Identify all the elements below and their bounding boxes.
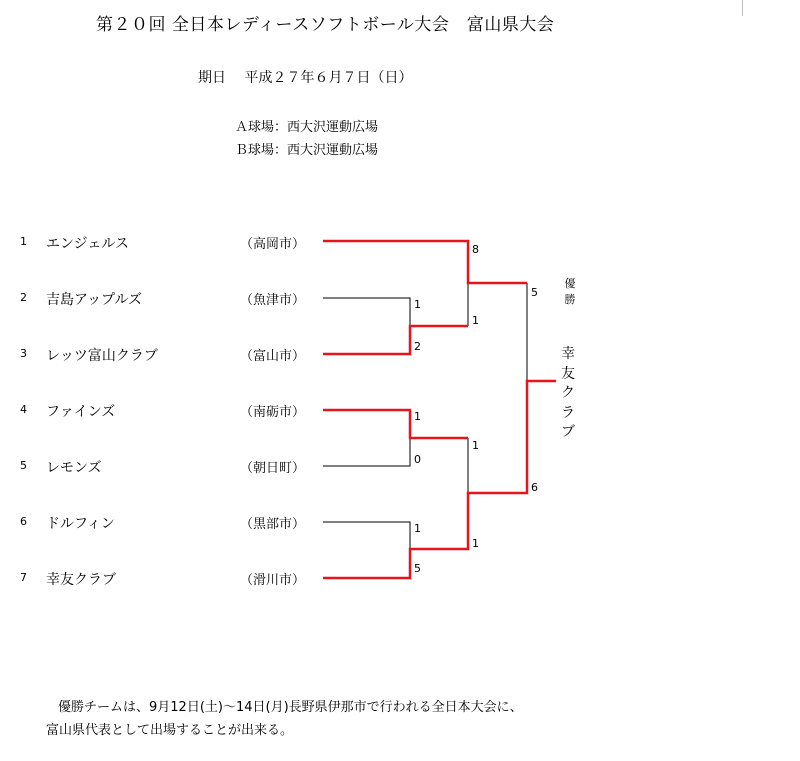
- loser-lines: [323, 283, 527, 549]
- footnote-line: 富山県代表として出場することが出来る。: [46, 723, 294, 738]
- bracket-line-team3: [323, 326, 468, 354]
- team-city: （富山市）: [240, 349, 306, 364]
- team-city: （南砺市）: [240, 405, 306, 420]
- team-city: （黒部市）: [240, 517, 306, 532]
- score: 1: [472, 314, 479, 327]
- score: 6: [531, 481, 538, 494]
- bracket-line-team1: [323, 241, 527, 283]
- champion-label: 優勝: [564, 277, 576, 306]
- score: 1: [414, 522, 421, 535]
- team-city: （滑川市）: [240, 573, 306, 588]
- bracket-line-team6: [323, 522, 410, 549]
- venue-b: Ｂ球場：西大沢運動広場: [235, 143, 379, 158]
- team-city: （高岡市）: [240, 237, 306, 252]
- team-city: （朝日町）: [240, 461, 306, 476]
- score: 1: [414, 410, 421, 423]
- bracket-line-team5: [323, 438, 410, 466]
- bracket-line-team2: [323, 298, 410, 326]
- team-number: 1: [20, 235, 27, 248]
- champion-name: 幸友クラブ: [561, 346, 575, 440]
- score: 5: [531, 286, 538, 299]
- page-title: 第２０回 全日本レディースソフトボール大会 富山県大会: [96, 15, 555, 35]
- score: 8: [472, 243, 479, 256]
- venue-a: Ａ球場：西大沢運動広場: [235, 120, 379, 135]
- score: 5: [414, 562, 421, 575]
- team-name: ファインズ: [46, 404, 116, 420]
- footnote-line: 優勝チームは、9月12日(土)～14日(月)長野県伊那市で行われる全日本大会に、: [58, 700, 523, 715]
- team-name: ドルフィン: [46, 516, 115, 532]
- team-name: 吉島アップルズ: [46, 292, 143, 308]
- team-number: 6: [20, 515, 27, 528]
- score: 1: [472, 439, 479, 452]
- score: 2: [414, 340, 421, 353]
- winner-lines: [323, 241, 556, 578]
- team-number: 4: [20, 403, 27, 416]
- team-number: 7: [20, 571, 27, 584]
- score: 0: [414, 453, 421, 466]
- bracket-line-team4: [323, 410, 468, 438]
- team-city: （魚津市）: [240, 293, 306, 308]
- team-name: レッツ富山クラブ: [46, 348, 158, 364]
- event-date: 期日 平成２７年６月７日（日）: [198, 70, 413, 86]
- team-number: 2: [20, 291, 27, 304]
- team-number: 5: [20, 459, 27, 472]
- team-name: エンジェルス: [46, 236, 129, 252]
- team-name: 幸友クラブ: [46, 572, 116, 588]
- score: 1: [414, 298, 421, 311]
- score: 1: [472, 537, 479, 550]
- team-name: レモンズ: [46, 460, 102, 476]
- team-number: 3: [20, 347, 27, 360]
